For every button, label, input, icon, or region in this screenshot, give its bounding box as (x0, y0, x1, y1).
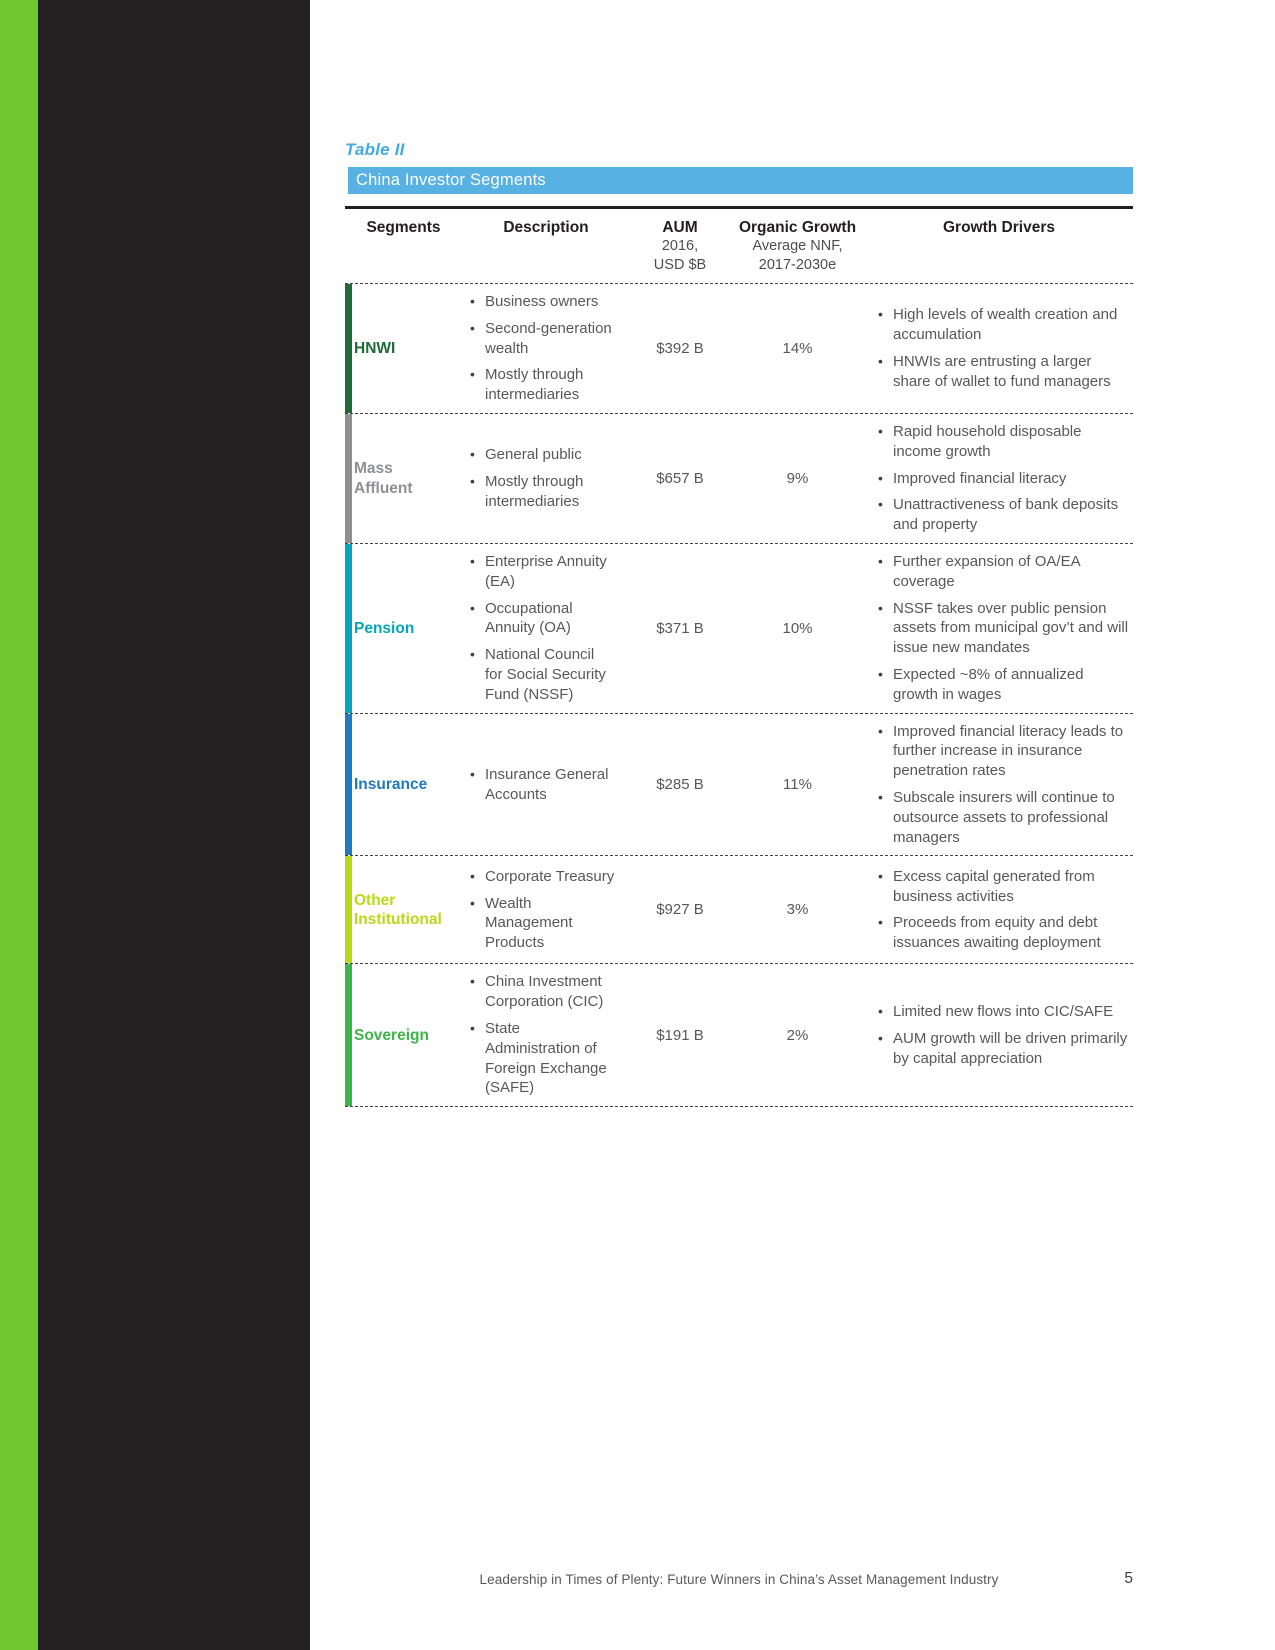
bullet-item (878, 352, 1133, 392)
column-header-subline: 2016, (661, 238, 699, 255)
bullet-item (470, 599, 626, 639)
description-list (470, 972, 626, 1098)
bullet-text: Improved financial literacy (893, 469, 1067, 487)
column-header-subline: USD $B (653, 257, 707, 274)
bullet-item (878, 867, 1133, 907)
bullet-item (470, 319, 626, 359)
segment-color-bar (345, 964, 352, 1106)
bullet-item (878, 469, 1133, 489)
segment-label: Insurance (354, 775, 428, 793)
growth-drivers-list (878, 722, 1133, 848)
organic-growth-value: 2% (786, 1026, 809, 1044)
bullet-text: National Council for Social Security Fund (NSSF) (485, 646, 606, 703)
bullet-icon: • (470, 553, 475, 570)
bullet-icon: • (470, 867, 475, 884)
organic-growth-value: 3% (786, 901, 809, 919)
table-row (345, 713, 1133, 856)
organic-growth-cell (730, 714, 865, 856)
bullet-text: China Investment Corporation (CIC) (485, 973, 604, 1011)
bullet-item (470, 765, 626, 805)
aum-cell (630, 544, 730, 713)
bullet-text: State Administration of Foreign Exchange (SAFE) (485, 1019, 607, 1097)
organic-growth-cell (730, 964, 865, 1106)
segment-label: Other Institutional (354, 891, 442, 928)
growth-drivers-list (878, 867, 1133, 953)
table-title-bar: China Investor Segments (348, 167, 1133, 194)
bullet-icon: • (470, 366, 475, 383)
bullet-icon: • (470, 646, 475, 663)
organic-growth-value: 11% (783, 776, 812, 793)
bullet-icon: • (470, 765, 475, 782)
bullet-text: Limited new flows into CIC/SAFE (893, 1003, 1114, 1021)
growth-drivers-cell (865, 964, 1133, 1106)
segment-color-bar (345, 284, 352, 413)
bullet-icon: • (878, 469, 883, 486)
column-header-segments (345, 218, 462, 275)
bullet-icon: • (470, 599, 475, 616)
aum-cell (630, 714, 730, 856)
aum-cell (630, 414, 730, 543)
description-list (470, 292, 626, 405)
segment-cell (345, 414, 462, 543)
aum-cell (630, 856, 730, 963)
aum-value: $371 B (656, 619, 704, 637)
column-header-description (462, 218, 630, 275)
bullet-item (878, 599, 1133, 658)
column-header-label: Description (503, 219, 589, 236)
bullet-text: Excess capital generated from business activities (893, 867, 1095, 905)
column-header-subline: 2017-2030e (758, 257, 837, 274)
bullet-icon: • (470, 473, 475, 490)
bullet-icon: • (878, 867, 883, 884)
segment-cell (345, 544, 462, 713)
bullet-text: Improved financial literacy leads to further increase in insurance penetration rates (893, 722, 1124, 780)
bullet-icon: • (470, 293, 475, 310)
organic-growth-cell (730, 544, 865, 713)
description-list (470, 445, 626, 511)
bullet-icon: • (878, 1003, 883, 1020)
table-row (345, 963, 1133, 1107)
bullet-text: Mostly through intermediaries (485, 473, 584, 510)
segment-label: HNWI (354, 339, 396, 357)
bullet-item (470, 894, 626, 953)
bullet-icon: • (878, 496, 883, 513)
bullet-icon: • (878, 353, 883, 370)
aum-cell (630, 284, 730, 413)
growth-drivers-list (878, 1002, 1133, 1068)
bullet-icon: • (878, 1029, 883, 1046)
bullet-icon: • (878, 553, 883, 570)
aum-value: $657 B (656, 470, 704, 488)
segment-color-bar (345, 414, 352, 543)
table-row (345, 413, 1133, 543)
bullet-item (470, 365, 626, 405)
description-cell (462, 544, 630, 713)
footer-report-title: Leadership in Times of Plenty: Future Winners in China’s Asset Management Industry (479, 1572, 999, 1587)
growth-drivers-cell (865, 856, 1133, 963)
bullet-item (878, 552, 1133, 592)
bullet-item (470, 445, 626, 465)
table-row (345, 543, 1133, 713)
column-header-subline: Average NNF, (752, 238, 843, 255)
bullet-icon: • (878, 914, 883, 931)
table-row (345, 855, 1133, 963)
organic-growth-cell (730, 284, 865, 413)
growth-drivers-cell (865, 544, 1133, 713)
bullet-item (878, 422, 1133, 462)
organic-growth-value: 9% (786, 470, 809, 488)
bullet-item (878, 722, 1133, 781)
bullet-icon: • (878, 599, 883, 616)
column-header-label: Organic Growth (738, 219, 857, 236)
bullet-text: Occupational Annuity (OA) (485, 599, 573, 637)
table-body (345, 283, 1133, 1107)
bullet-icon: • (878, 722, 883, 739)
bullet-text: High levels of wealth creation and accumulation (893, 306, 1118, 344)
segment-label: Mass Affluent (354, 460, 413, 497)
bullet-text: Insurance General Accounts (485, 765, 609, 803)
column-header-label: Segments (366, 219, 441, 236)
segment-color-bar (345, 544, 352, 713)
column-header-aum (630, 218, 730, 275)
description-cell (462, 414, 630, 543)
table-header-row (345, 209, 1133, 283)
bullet-item (470, 867, 626, 887)
bullet-item (470, 292, 626, 312)
aum-cell (630, 964, 730, 1106)
description-list (470, 552, 626, 705)
bullet-icon: • (470, 446, 475, 463)
bullet-item (878, 1029, 1133, 1069)
bullet-text: Corporate Treasury (485, 867, 615, 885)
aum-value: $927 B (656, 901, 704, 919)
segment-cell (345, 856, 462, 963)
bullet-text: Proceeds from equity and debt issuances awaiting deployment (893, 914, 1101, 952)
growth-drivers-list (878, 305, 1133, 391)
bullet-icon: • (878, 666, 883, 683)
aum-value: $191 B (656, 1026, 704, 1044)
bullet-item (878, 665, 1133, 705)
page-footer (345, 1572, 1133, 1594)
bullet-text: Unattractiveness of bank deposits and property (893, 496, 1119, 534)
growth-drivers-cell (865, 414, 1133, 543)
bullet-icon: • (878, 306, 883, 323)
description-cell (462, 964, 630, 1106)
bullet-icon: • (878, 789, 883, 805)
bullet-item (878, 305, 1133, 345)
organic-growth-cell (730, 856, 865, 963)
left-dark-strip (38, 0, 310, 1650)
bullet-item (470, 972, 626, 1012)
aum-value: $285 B (656, 776, 704, 793)
bullet-item (470, 472, 626, 512)
bullet-text: NSSF takes over public pension assets from municipal gov’t and will issue new mandates (893, 599, 1129, 657)
bullet-text: Mostly through intermediaries (485, 366, 584, 404)
bullet-item (470, 645, 626, 704)
bullet-icon: • (878, 423, 883, 440)
description-cell (462, 284, 630, 413)
segment-color-bar (345, 856, 352, 963)
organic-growth-cell (730, 414, 865, 543)
bullet-item (878, 1002, 1133, 1022)
growth-drivers-list (878, 552, 1133, 705)
bullet-text: Subscale insurers will continue to outsource assets to professional managers (893, 789, 1115, 846)
description-cell (462, 856, 630, 963)
bullet-text: Second-generation wealth (485, 319, 612, 357)
description-list (470, 765, 626, 805)
page-number: 5 (1124, 1570, 1133, 1587)
investor-segments-table (345, 206, 1133, 1107)
segment-cell (345, 284, 462, 413)
bullet-text: Wealth Management Products (485, 894, 573, 952)
bullet-item (470, 552, 626, 592)
growth-drivers-list (878, 422, 1133, 535)
bullet-icon: • (470, 1019, 475, 1036)
column-header-label: AUM (662, 219, 698, 236)
growth-drivers-cell (865, 714, 1133, 856)
bullet-item (470, 1019, 626, 1098)
organic-growth-value: 10% (782, 619, 813, 637)
segment-cell (345, 964, 462, 1106)
left-accent-strip (0, 0, 38, 1650)
bullet-text: HNWIs are entrusting a larger share of wallet to fund managers (893, 353, 1111, 390)
aum-value: $392 B (656, 340, 704, 358)
bullet-text: General public (485, 446, 582, 464)
bullet-text: AUM growth will be driven primarily by capital appreciation (893, 1029, 1128, 1067)
column-header-growth-drivers (865, 218, 1133, 275)
segment-label: Sovereign (354, 1026, 429, 1044)
bullet-item (878, 913, 1133, 953)
bullet-icon: • (470, 319, 475, 336)
organic-growth-value: 14% (782, 340, 813, 358)
description-list (470, 867, 626, 953)
table-caption: Table II (345, 140, 405, 159)
bullet-text: Rapid household disposable income growth (893, 423, 1082, 460)
bullet-text: Enterprise Annuity (EA) (485, 553, 607, 590)
segment-color-bar (345, 714, 352, 856)
description-cell (462, 714, 630, 856)
bullet-text: Business owners (485, 293, 599, 311)
segment-cell (345, 714, 462, 856)
growth-drivers-cell (865, 284, 1133, 413)
bullet-icon: • (470, 973, 475, 990)
column-header-organic-growth (730, 218, 865, 275)
bullet-item (878, 788, 1133, 847)
segment-label: Pension (354, 619, 415, 637)
table-row (345, 283, 1133, 413)
bullet-text: Further expansion of OA/EA coverage (893, 553, 1080, 590)
column-header-label: Growth Drivers (943, 219, 1055, 236)
bullet-text: Expected ~8% of annualized growth in wages (893, 666, 1084, 703)
bullet-item (878, 495, 1133, 535)
bullet-icon: • (470, 894, 475, 911)
